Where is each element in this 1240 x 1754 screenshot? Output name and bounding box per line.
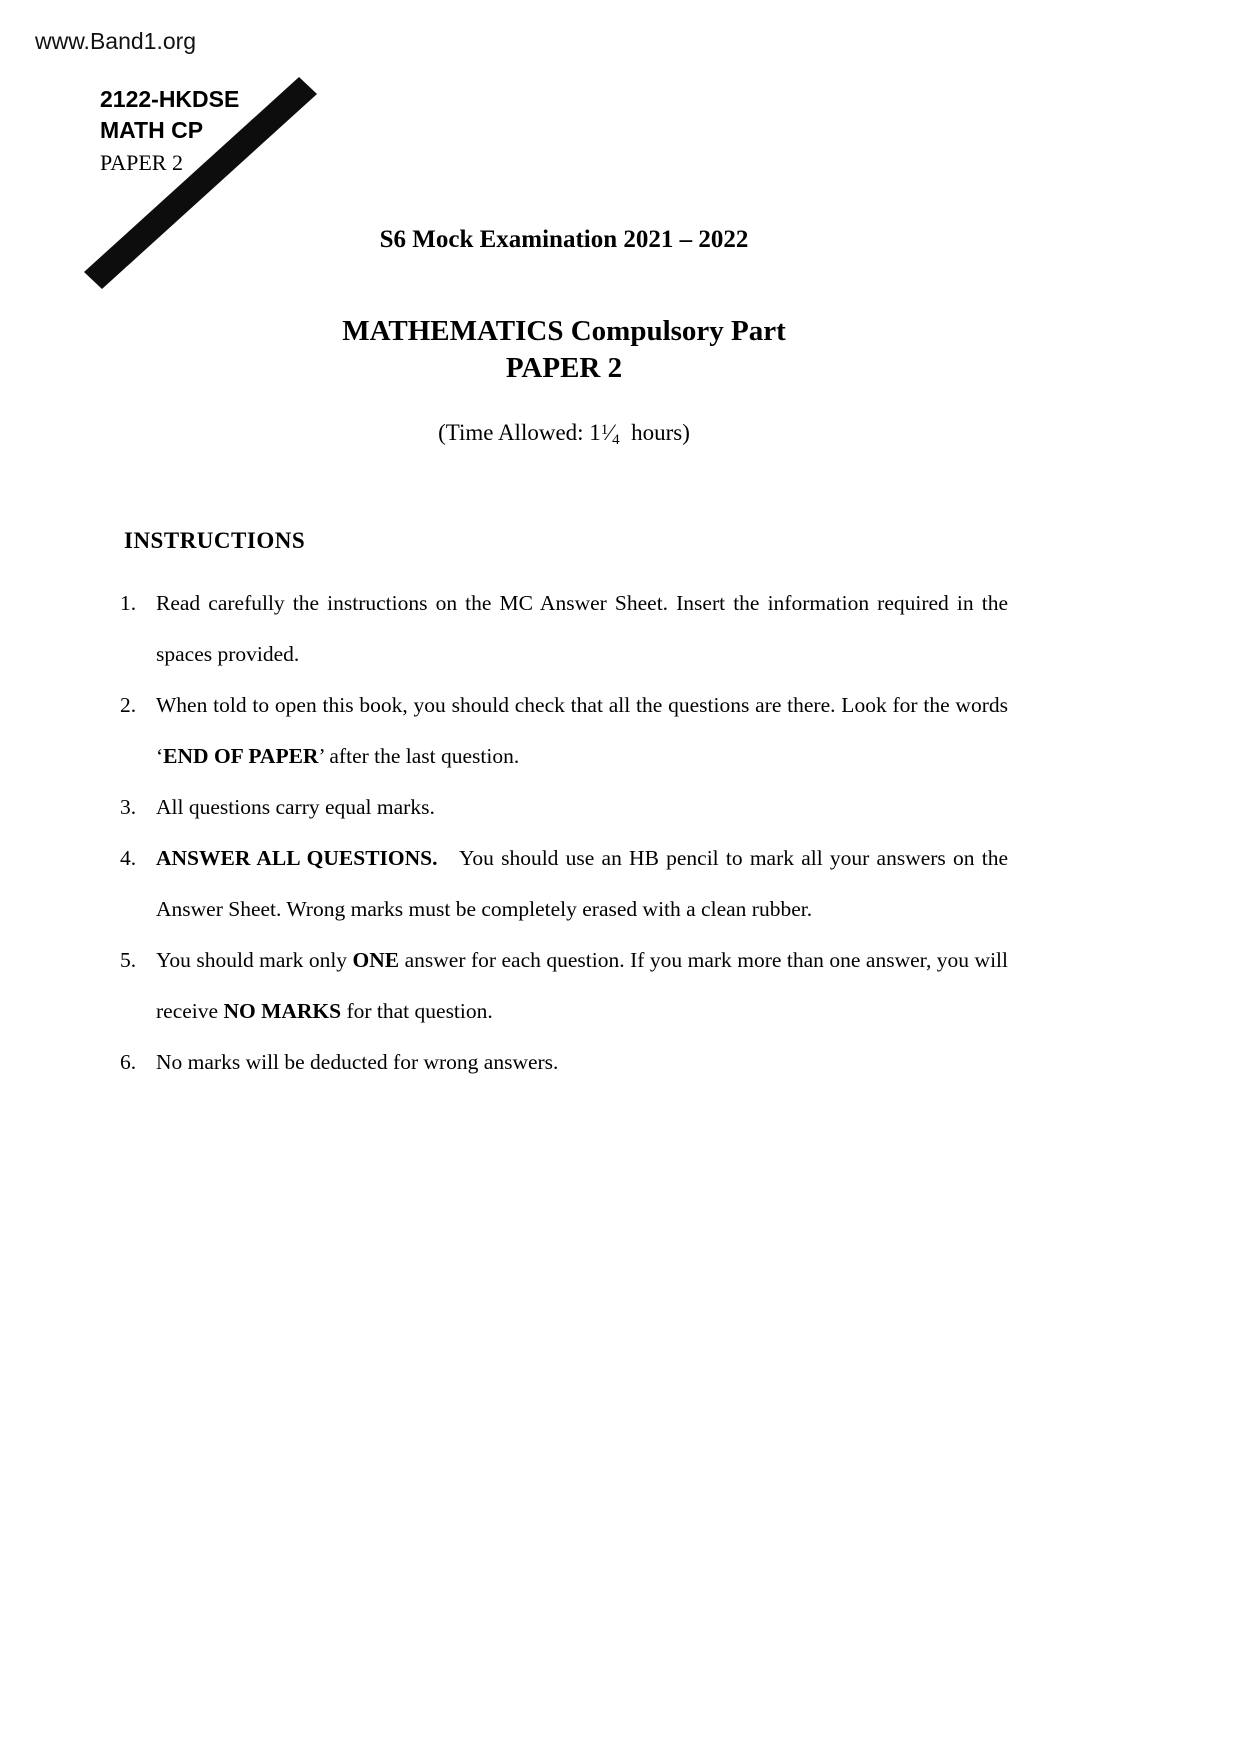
instruction-text-part: When told to open this book, you should check that all the questions are there. Look for the words ‘ (156, 693, 1008, 768)
corner-code-line3: PAPER 2 (100, 150, 183, 175)
time-allowed-suffix: hours) (619, 420, 690, 445)
instruction-item (120, 1037, 1008, 1088)
instruction-text-part: for that question. (341, 999, 493, 1023)
fraction-denominator: 4 (612, 432, 620, 448)
time-allowed (120, 420, 1008, 449)
instruction-number: 5. (120, 948, 137, 972)
instruction-text (156, 680, 1008, 782)
instruction-item (120, 578, 1008, 680)
instruction-text-part: You should use an HB pencil to mark all your answers on the Answer Sheet. Wrong marks must be completely erased with a clean rubber. (156, 846, 1008, 921)
instruction-text-part: You should mark only (156, 948, 353, 972)
instruction-text-part: Read carefully the instructions on the MC Answer Sheet. Insert the information required in the spaces provided. (156, 591, 1008, 666)
instruction-item (120, 680, 1008, 782)
instruction-number: 4. (120, 846, 137, 870)
instruction-text-part: All questions carry equal marks. (156, 795, 435, 819)
subject-title-block (120, 313, 1008, 387)
instructions-heading: INSTRUCTIONS (124, 528, 306, 553)
time-fraction: $^1⁄_4$ (600, 420, 620, 448)
instruction-text-part: answer for each question. If you mark more than one answer, you will receive (156, 948, 1008, 1023)
instruction-text (156, 782, 1008, 833)
instruction-item (120, 782, 1008, 833)
instruction-text-bold: END OF PAPER (163, 744, 319, 768)
exam-session-title: S6 Mock Examination 2021 – 2022 (379, 226, 749, 253)
instruction-text (156, 1037, 1008, 1088)
time-allowed-prefix: (Time Allowed: 1 (438, 420, 601, 445)
instruction-text (156, 935, 1008, 1037)
paper-title: PAPER 2 (505, 352, 623, 384)
instruction-number: 2. (120, 693, 137, 717)
subject-title: MATHEMATICS Compulsory Part (342, 315, 786, 347)
instruction-number: 1. (120, 591, 137, 615)
instruction-text (156, 578, 1008, 680)
site-watermark: www.Band1.org (35, 28, 197, 54)
instruction-text-bold: ONE (352, 948, 400, 972)
corner-code-line2: MATH CP (100, 117, 204, 143)
instruction-text-part: No marks will be deducted for wrong answers. (156, 1050, 559, 1074)
instruction-number: 3. (120, 795, 137, 819)
instruction-item (120, 833, 1008, 935)
instruction-text-bold: NO MARKS (223, 999, 342, 1023)
instruction-text-part: ’ after the last question. (318, 744, 520, 768)
instruction-text (156, 833, 1008, 935)
instruction-number: 6. (120, 1050, 137, 1074)
fraction-numerator: 1 (600, 422, 609, 438)
instruction-item (120, 935, 1008, 1037)
instruction-text-bold: ANSWER ALL QUESTIONS. (156, 846, 438, 870)
instruction-list (120, 578, 1008, 1088)
corner-code-line1: 2122-HKDSE (100, 86, 240, 112)
corner-code-block (100, 84, 239, 179)
